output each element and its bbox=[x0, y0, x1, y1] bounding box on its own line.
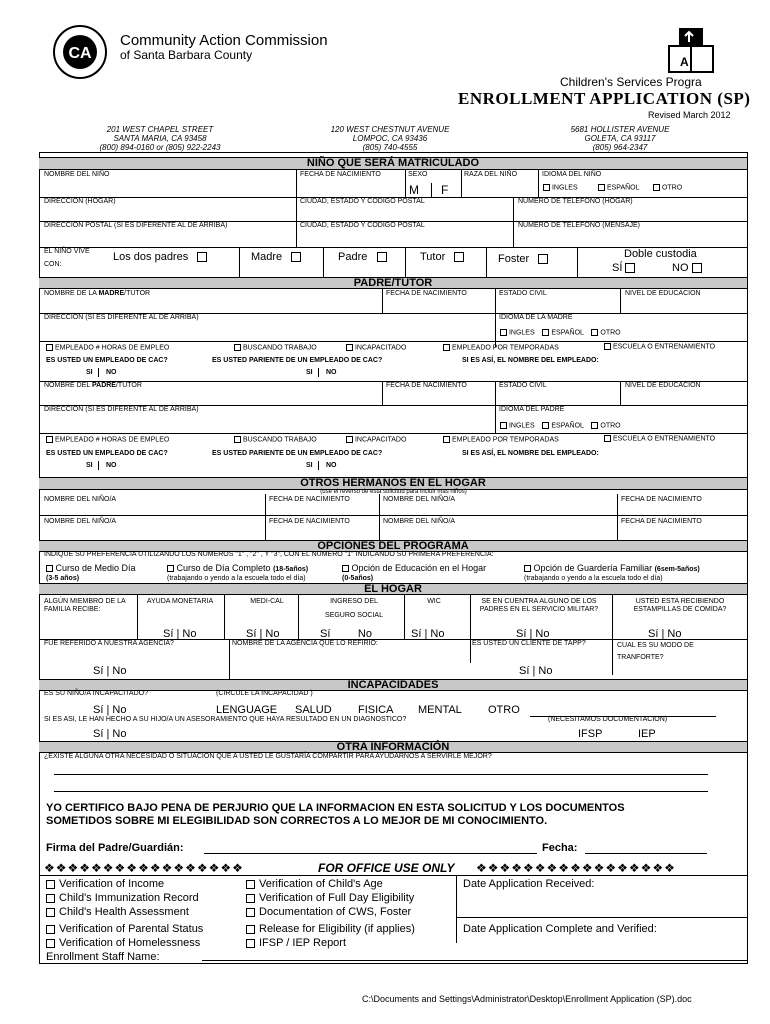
checkbox[interactable] bbox=[443, 344, 450, 351]
office-check-health[interactable]: Child's Health Assessment bbox=[46, 905, 203, 919]
label-dual-custody: Doble custodia bbox=[624, 248, 697, 260]
home-ssi-si-no[interactable]: Sí No bbox=[320, 628, 372, 640]
label-sibling-name-2: NOMBRE DEL NIÑO/A bbox=[383, 496, 456, 503]
label-sibling-dob-2: FECHA DE NACIMIENTO bbox=[621, 496, 702, 503]
office-check-ifsp[interactable]: IFSP / IEP Report bbox=[246, 936, 415, 950]
disab-iep[interactable]: IEP bbox=[638, 728, 656, 740]
checkbox[interactable] bbox=[291, 252, 301, 262]
address-santa-maria: 201 WEST CHAPEL STREET SANTA MARIA, CA 93458 (800) 894-0160 or (805) 922-2243 bbox=[99, 125, 221, 152]
siblings-note: (use el reverso de esta solicitud para incluir mas niños) bbox=[320, 489, 467, 495]
certify-statement: YO CERTIFICO BAJO PENA DE PERJURIO QUE LA INFORMACION EN ESTA SOLICITUD Y LOS DOCUMENTOS SOMETIDOS SOBRE MI ELEGIBILIDAD SON CORRECTOS A LO MEJOR DE MI CONOCIMIENTO. bbox=[46, 802, 625, 827]
signature-line[interactable] bbox=[204, 853, 537, 854]
page-title: ENROLLMENT APPLICATION (SP) bbox=[458, 89, 751, 108]
label-lives-with: EL NIÑO VIVE CON: bbox=[44, 248, 90, 268]
lives-tutor[interactable]: Tutor bbox=[420, 251, 464, 263]
checkbox[interactable] bbox=[234, 436, 241, 443]
disab-otro[interactable]: OTRO bbox=[488, 704, 520, 716]
home-foodstamps-si-no[interactable]: Sí | No bbox=[648, 628, 682, 640]
checkbox[interactable] bbox=[377, 252, 387, 262]
lives-madre[interactable]: Madre bbox=[251, 251, 301, 263]
program-opt-home-age: (0-5años) bbox=[342, 575, 374, 582]
disab-question: ES SU NIÑO/A INCAPACITADO? bbox=[44, 690, 148, 697]
program-opt-full-day-sub: (trabajando o yendo a la escuela todo el día) bbox=[167, 575, 306, 582]
home-aid-label: AYUDA MONETARIA bbox=[146, 598, 214, 605]
office-check-homeless[interactable]: Verification of Homelessness bbox=[46, 936, 203, 950]
label-sibling-dob-1: FECHA DE NACIMIENTO bbox=[269, 496, 350, 503]
office-staff-label: Enrollment Staff Name: bbox=[46, 951, 160, 963]
checkbox[interactable] bbox=[197, 252, 207, 262]
office-check-immunization[interactable]: Child's Immunization Record bbox=[46, 891, 203, 905]
custody-no[interactable]: NO bbox=[672, 262, 702, 274]
checkbox[interactable] bbox=[246, 880, 255, 889]
disab-fisica[interactable]: FISICA bbox=[358, 704, 394, 716]
section-child: NIÑO QUE SERÁ MATRICULADO bbox=[39, 157, 747, 170]
label-child-lang: IDIOMA DEL NIÑO bbox=[542, 171, 602, 178]
label-city-2: CIUDAD, ESTADO Y CODIGO POSTAL bbox=[300, 222, 425, 229]
checkbox[interactable] bbox=[46, 939, 55, 948]
checkbox[interactable] bbox=[246, 894, 255, 903]
label-mother-name: NOMBRE DE LA MADRE/TUTOR bbox=[44, 290, 151, 297]
label-home-address: DIRECCION (HOGAR) bbox=[44, 198, 116, 205]
disab-diagnosis-question: SI ES ASI, LE HAN HECHO A SU HIJO/A UN ASESORAMIENTO QUE HAYA RESULTADO EN UN DIAGNOSTICO? bbox=[44, 716, 407, 723]
home-wic-label: WIC bbox=[427, 598, 441, 605]
checkbox[interactable] bbox=[443, 436, 450, 443]
label-child-dob: FECHA DE NACIMIENTO bbox=[300, 171, 381, 178]
checkbox[interactable] bbox=[692, 263, 702, 273]
office-check-income[interactable]: Verification of Income bbox=[46, 877, 203, 891]
label-father-name: NOMBRE DEL PADRE/TUTOR bbox=[44, 382, 142, 389]
label-child-name: NOMBRE DEL NIÑO bbox=[44, 171, 110, 178]
svg-text:CA: CA bbox=[68, 45, 92, 62]
checkbox[interactable] bbox=[591, 422, 598, 429]
office-received-label: Date Application Received: bbox=[463, 878, 595, 890]
checkbox[interactable] bbox=[538, 254, 548, 264]
disab-salud[interactable]: SALUD bbox=[295, 704, 332, 716]
home-aid-si-no[interactable]: Sí | No bbox=[163, 628, 197, 640]
office-check-fullday[interactable]: Verification of Full Day Eligibility bbox=[246, 891, 415, 905]
child-lang-ingles[interactable]: INGLES bbox=[543, 184, 578, 192]
label-father-edu: NIVEL DE EDUCACION bbox=[625, 382, 701, 389]
checkbox[interactable] bbox=[342, 565, 349, 572]
home-military-si-no[interactable]: Sí | No bbox=[516, 628, 550, 640]
label-father-civil: ESTADO CIVIL bbox=[499, 382, 547, 389]
child-lang-espanol[interactable]: ESPAÑOL bbox=[598, 184, 640, 192]
org-name: Community Action Commission bbox=[120, 32, 328, 49]
checkbox[interactable] bbox=[167, 565, 174, 572]
checkbox[interactable] bbox=[653, 184, 660, 191]
lives-both[interactable]: Los dos padres bbox=[113, 251, 207, 263]
mother-lang-options: INGLES ESPAÑOL OTRO bbox=[500, 329, 621, 337]
program-opt-family-care-sub: (trabajando o yendo a la escuela todo el día) bbox=[524, 575, 663, 582]
section-program: OPCIONES DEL PROGRAMA bbox=[39, 540, 747, 552]
program-opt-home[interactable]: Opción de Educación en el Hogar bbox=[342, 563, 486, 573]
checkbox[interactable] bbox=[604, 435, 611, 442]
disab-circle-note: (CIRCULE LA INCAPACIDAD ) bbox=[216, 690, 313, 697]
label-city: CIUDAD, ESTADO Y CODIGO POSTAL bbox=[300, 198, 425, 205]
checkbox[interactable] bbox=[246, 925, 255, 934]
home-transport-label: CUAL ES SU MODO DE TRANFORTE? bbox=[617, 642, 694, 661]
program-opt-half-day[interactable]: Curso de Medio Día bbox=[46, 563, 136, 573]
checkbox[interactable] bbox=[46, 436, 53, 443]
checkbox[interactable] bbox=[46, 925, 55, 934]
office-col2 bbox=[246, 877, 415, 950]
program-name: Children's Services Progra bbox=[560, 75, 702, 89]
checkbox[interactable] bbox=[234, 344, 241, 351]
label-sibling-dob-3: FECHA DE NACIMIENTO bbox=[269, 518, 350, 525]
revised-date: Revised March 2012 bbox=[648, 110, 731, 120]
disab-diagnosis-si-no[interactable]: Sí | No bbox=[93, 728, 127, 740]
signature-label: Firma del Padre/Guardián: bbox=[46, 842, 184, 854]
date-line[interactable] bbox=[585, 853, 707, 854]
checkbox[interactable] bbox=[542, 422, 549, 429]
home-foodstamps-label: USTED ESTA RECIBIENDO ESTAMPILLAS DE COMIDA? bbox=[633, 598, 727, 613]
label-mother-civil: ESTADO CIVIL bbox=[499, 290, 547, 297]
other-info-question: ¿EXISTE ALGUNA OTRA NECESIDAD O SITUACION QUE A USTED LE GUSTARÍA COMPARTIR PARA AYUDARNOS A SERVIRLE MEJOR? bbox=[44, 753, 492, 760]
checkbox[interactable] bbox=[46, 565, 53, 572]
office-col1 bbox=[46, 877, 203, 964]
program-instruction: INDIQUE SU PREFERENCIA UTILIZANDO LOS NUMEROS "1" , "2" , Y "3", CON EL NUMERO "1" INDICANDO SU PRIMERA PREFERENCIA: bbox=[44, 551, 494, 558]
section-other-info: OTRA INFORMACIÓN bbox=[39, 741, 747, 753]
checkbox[interactable] bbox=[604, 343, 611, 350]
checkbox[interactable] bbox=[542, 329, 549, 336]
sex-m[interactable]: M bbox=[409, 183, 419, 197]
label-father-address: DIRECCION (SI ES DIFERENTE AL DE ARRIBA) bbox=[44, 406, 199, 413]
child-lang-otro[interactable]: OTRO bbox=[653, 184, 682, 192]
label-sibling-name-1: NOMBRE DEL NIÑO/A bbox=[44, 496, 117, 503]
org-logo bbox=[52, 24, 108, 80]
section-siblings: OTROS HERMANOS EN EL HOGAR bbox=[39, 477, 747, 490]
sex-f[interactable]: F bbox=[441, 183, 449, 197]
org-subtitle: of Santa Barbara County bbox=[120, 48, 253, 62]
blocks-logo bbox=[667, 26, 715, 76]
decorative-border-right: ❖❖❖❖❖❖❖❖❖❖❖❖❖❖❖❖❖ bbox=[476, 861, 676, 875]
checkbox[interactable] bbox=[454, 252, 464, 262]
home-medi-si-no[interactable]: Sí | No bbox=[246, 628, 280, 640]
label-child-sex: SEXO bbox=[408, 171, 428, 178]
lives-foster[interactable]: Foster bbox=[498, 253, 548, 265]
program-opt-family-care[interactable]: Opción de Guardería Familiar (6sem-5años) bbox=[524, 563, 700, 573]
office-complete-label: Date Application Complete and Verified: bbox=[463, 923, 657, 935]
label-phone-home: NUMERO DE TELEFONO (HOGAR) bbox=[518, 198, 633, 205]
label-phone-msg: NUMERO DE TELEFONO (MENSAJE) bbox=[518, 222, 640, 229]
checkbox[interactable] bbox=[500, 329, 507, 336]
label-child-race: RAZA DEL NIÑO bbox=[464, 171, 518, 178]
checkbox[interactable] bbox=[346, 436, 353, 443]
label-sibling-name-3: NOMBRE DEL NIÑO/A bbox=[44, 518, 117, 525]
home-medi-label: MEDI-CAL bbox=[250, 598, 284, 605]
checkbox[interactable] bbox=[524, 565, 531, 572]
checkbox[interactable] bbox=[46, 908, 55, 917]
home-referred-label: FUE REFERIDO A NUESTRA AGENCIA? bbox=[44, 640, 174, 647]
disab-ifsp[interactable]: IFSP bbox=[578, 728, 603, 740]
checkbox[interactable] bbox=[591, 329, 598, 336]
label-father-lang: IDIOMA DEL PADRE bbox=[499, 406, 565, 413]
address-goleta: 5681 HOLLISTER AVENUE GOLETA, CA 93117 (805) 964-2347 bbox=[570, 125, 670, 152]
section-home: EL HOGAR bbox=[39, 583, 747, 595]
section-disabilities: INCAPACIDADES bbox=[39, 679, 747, 691]
checkbox[interactable] bbox=[543, 184, 550, 191]
checkbox[interactable] bbox=[625, 263, 635, 273]
label-sibling-name-4: NOMBRE DEL NIÑO/A bbox=[383, 518, 456, 525]
home-tapp-label: ES USTED UN CLIENTE DE TAPP? bbox=[472, 640, 586, 647]
office-check-age[interactable]: Verification of Child's Age bbox=[246, 877, 415, 891]
label-mail-address: DIRECCION POSTAL (SI ES DIFERENTE AL DE ARRIBA) bbox=[44, 222, 228, 229]
office-title: FOR OFFICE USE ONLY bbox=[314, 861, 458, 875]
date-label: Fecha: bbox=[542, 842, 578, 854]
checkbox[interactable] bbox=[46, 880, 55, 889]
home-wic-si-no[interactable]: Sí | No bbox=[411, 628, 445, 640]
checkbox[interactable] bbox=[346, 344, 353, 351]
custody-si[interactable]: SÍ bbox=[612, 262, 635, 274]
program-opt-half-day-age: (3-5 años) bbox=[46, 575, 80, 582]
checkbox[interactable] bbox=[500, 422, 507, 429]
home-ssi-label: INGRESO DEL SEGURO SOCIAL bbox=[325, 598, 383, 619]
home-agency-label: NOMBRE DE LA AGENCIA QUE LO REFIRIO: bbox=[232, 640, 378, 647]
svg-text:A: A bbox=[680, 55, 689, 69]
home-member-label: ALGÚN MIEMBRO DE LA FAMILIA RECIBE: bbox=[44, 598, 126, 613]
home-referred-si-no[interactable]: Sí | No bbox=[93, 665, 127, 677]
home-tapp-si-no[interactable]: Sí | No bbox=[519, 665, 553, 677]
label-mother-address: DIRECCION (SI ES DIFERENTE AL DE ARRIBA) bbox=[44, 314, 199, 321]
footer-file-path: C:\Documents and Settings\Administrator\Desktop\Enrollment Application (SP).doc bbox=[362, 994, 692, 1004]
checkbox[interactable] bbox=[46, 344, 53, 351]
disab-mental[interactable]: MENTAL bbox=[418, 704, 462, 716]
address-lompoc: 120 WEST CHESTNUT AVENUE LOMPOC, CA 93436 (805) 740-4555 bbox=[330, 125, 450, 152]
label-mother-lang: IDIOMA DE LA MADRE bbox=[499, 314, 573, 321]
label-sibling-dob-4: FECHA DE NACIMIENTO bbox=[621, 518, 702, 525]
checkbox[interactable] bbox=[246, 939, 255, 948]
label-mother-dob: FECHA DE NACIMIENTO bbox=[386, 290, 467, 297]
checkbox[interactable] bbox=[46, 894, 55, 903]
staff-name-line[interactable] bbox=[202, 960, 748, 961]
label-father-dob: FECHA DE NACIMIENTO bbox=[386, 382, 467, 389]
decorative-border-left: ❖❖❖❖❖❖❖❖❖❖❖❖❖❖❖❖❖ bbox=[44, 861, 244, 875]
office-check-parental[interactable]: Verification of Parental Status bbox=[46, 922, 203, 936]
office-banner bbox=[44, 861, 744, 876]
label-mother-edu: NIVEL DE EDUCACION bbox=[625, 290, 701, 297]
father-lang-options: INGLES ESPAÑOL OTRO bbox=[500, 422, 621, 430]
office-check-release[interactable]: Release for Eligibility (if applies) bbox=[246, 922, 415, 936]
checkbox[interactable] bbox=[246, 908, 255, 917]
checkbox[interactable] bbox=[598, 184, 605, 191]
program-opt-full-day[interactable]: Curso de Día Completo (18-5años) bbox=[167, 563, 308, 573]
disab-si-no[interactable]: Sí | No bbox=[93, 704, 127, 716]
lives-padre[interactable]: Padre bbox=[338, 251, 387, 263]
office-check-cws[interactable]: Documentation of CWS, Foster bbox=[246, 905, 415, 919]
section-parent: PADRE/TUTOR bbox=[39, 277, 747, 289]
home-military-label: SE EN CUENTRA ALGUNO DE LOS PADRES EN EL SERVICIO MILITAR? bbox=[479, 598, 599, 613]
disab-lenguage[interactable]: LENGUAGE bbox=[216, 704, 278, 716]
disab-docs-note: (NECESITAMOS DOCUMENTACION) bbox=[548, 716, 668, 723]
